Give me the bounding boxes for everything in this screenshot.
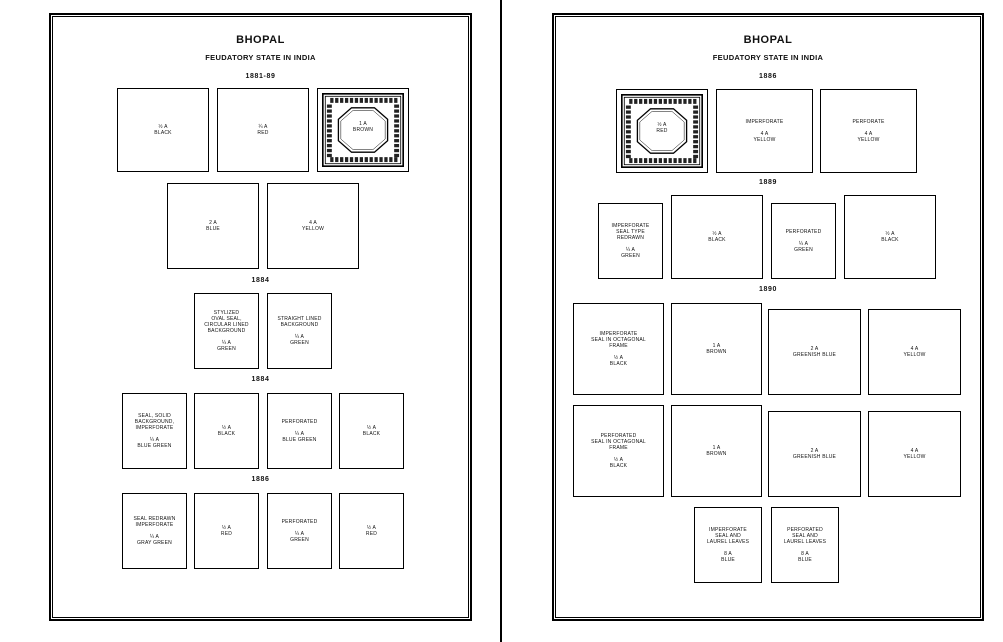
stamp-space[interactable]: [167, 183, 259, 269]
stamp-caption: PERFORATE 4 A YELLOW: [852, 119, 885, 143]
stamp-caption: ½ A BLACK: [154, 124, 172, 136]
stamp-caption: PERFORATED SEAL AND LAUREL LEAVES 8 A BLUE: [783, 527, 827, 563]
stamp-space[interactable]: [820, 89, 917, 173]
page-subtitle: FEUDATORY STATE IN INDIA: [712, 53, 824, 62]
stamp-caption: PERFORATED SEAL IN OCTAGONAL FRAME ½ A BLACK: [591, 433, 646, 469]
stamp-caption: 2 A BLUE: [206, 220, 220, 232]
year-heading: 1886: [759, 73, 777, 80]
stamp-space[interactable]: [616, 89, 708, 173]
stamp-caption: IMPERFORATE SEAL TYPE REDRAWN ¼ A GREEN: [611, 223, 650, 259]
stamp-caption: IMPERFORATE SEAL AND LAUREL LEAVES 8 A BLUE: [706, 527, 750, 563]
stamp-space[interactable]: [768, 309, 861, 395]
stamp-caption: 4 A YELLOW: [301, 220, 325, 232]
stamp-space[interactable]: [573, 405, 664, 497]
page-divider: [500, 0, 502, 642]
stamp-caption: 4 A YELLOW: [903, 448, 926, 460]
stamp-space[interactable]: [194, 493, 259, 569]
stamp-space[interactable]: [868, 309, 961, 395]
album-page-left: [49, 13, 472, 621]
stamp-space[interactable]: [339, 493, 404, 569]
stamp-space[interactable]: [671, 405, 762, 497]
stamp-caption: ½ A BLACK: [708, 231, 726, 243]
stamp-caption: ½ A RED: [220, 525, 233, 537]
album-page-right: [552, 13, 984, 621]
stamp-space[interactable]: [844, 195, 936, 279]
stamp-caption: PERFORATED ¼ A GREEN: [785, 229, 822, 253]
stamp-caption: 1 A BROWN: [352, 121, 374, 133]
stamp-space[interactable]: [267, 493, 332, 569]
stamp-space[interactable]: [716, 89, 813, 173]
stamp-caption: ½ A RED: [365, 525, 378, 537]
page-subtitle: FEUDATORY STATE IN INDIA: [205, 53, 316, 62]
stamp-space[interactable]: [122, 393, 187, 469]
stamp-caption: 2 A GREENISH BLUE: [792, 448, 837, 460]
stamp-space[interactable]: [194, 293, 259, 369]
stamp-caption: IMPERFORATE 4 A YELLOW: [745, 119, 784, 143]
stamp-space[interactable]: [267, 183, 359, 269]
stamp-space[interactable]: [117, 88, 209, 172]
stamp-caption: ½ A RED: [656, 122, 668, 134]
stamp-caption: IMPERFORATE SEAL IN OCTAGONAL FRAME ½ A BLACK: [591, 331, 646, 367]
stamp-caption: PERFORATED ¼ A BLUE GREEN: [281, 419, 318, 443]
year-heading: 1881-89: [245, 73, 276, 80]
stamp-space[interactable]: [573, 303, 664, 395]
page-title: BHOPAL: [236, 34, 285, 46]
year-heading: 1884: [251, 376, 270, 383]
stamp-caption: 2 A GREENISH BLUE: [792, 346, 837, 358]
stamp-caption: ¼ A RED: [257, 124, 269, 136]
stamp-space[interactable]: [267, 393, 332, 469]
year-heading: 1889: [759, 179, 777, 186]
stamp-space[interactable]: [267, 293, 332, 369]
stamp-space[interactable]: [598, 203, 663, 279]
stamp-space[interactable]: [694, 507, 762, 583]
stamp-space[interactable]: [217, 88, 309, 172]
stamp-caption: ½ A BLACK: [217, 425, 236, 437]
stamp-caption: 4 A YELLOW: [903, 346, 926, 358]
stamp-caption: ½ A BLACK: [362, 425, 381, 437]
year-heading: 1890: [759, 286, 777, 293]
stamp-space[interactable]: [671, 303, 762, 395]
stamp-space[interactable]: [771, 203, 836, 279]
stamp-caption: STRAIGHT LINED BACKGROUND ¼ A GREEN: [277, 316, 322, 346]
stamp-space[interactable]: [671, 195, 763, 279]
page-title: BHOPAL: [743, 34, 793, 46]
stamp-space[interactable]: [122, 493, 187, 569]
year-heading: 1886: [251, 476, 270, 483]
stamp-space[interactable]: [339, 393, 404, 469]
stamp-space[interactable]: [771, 507, 839, 583]
stamp-space[interactable]: [868, 411, 961, 497]
stamp-caption: STYLIZED OVAL SEAL, CIRCULAR LINED BACKGROUND ¼ A GREEN: [204, 310, 249, 352]
year-heading: 1884: [251, 277, 270, 284]
stamp-space[interactable]: [317, 88, 409, 172]
stamp-caption: SEAL REDRAWN IMPERFORATE ¼ A GRAY GREEN: [133, 516, 176, 546]
stamp-space[interactable]: [194, 393, 259, 469]
stamp-caption: PERFORATED ¼ A GREEN: [281, 519, 318, 543]
stamp-caption: ½ A BLACK: [881, 231, 899, 243]
stamp-caption: SEAL, SOLID BACKGROUND, IMPERFORATE ¼ A BLUE GREEN: [134, 413, 175, 449]
stamp-caption: 1 A BROWN: [706, 343, 727, 355]
stamp-caption: 1 A BROWN: [706, 445, 727, 457]
stamp-space[interactable]: [768, 411, 861, 497]
